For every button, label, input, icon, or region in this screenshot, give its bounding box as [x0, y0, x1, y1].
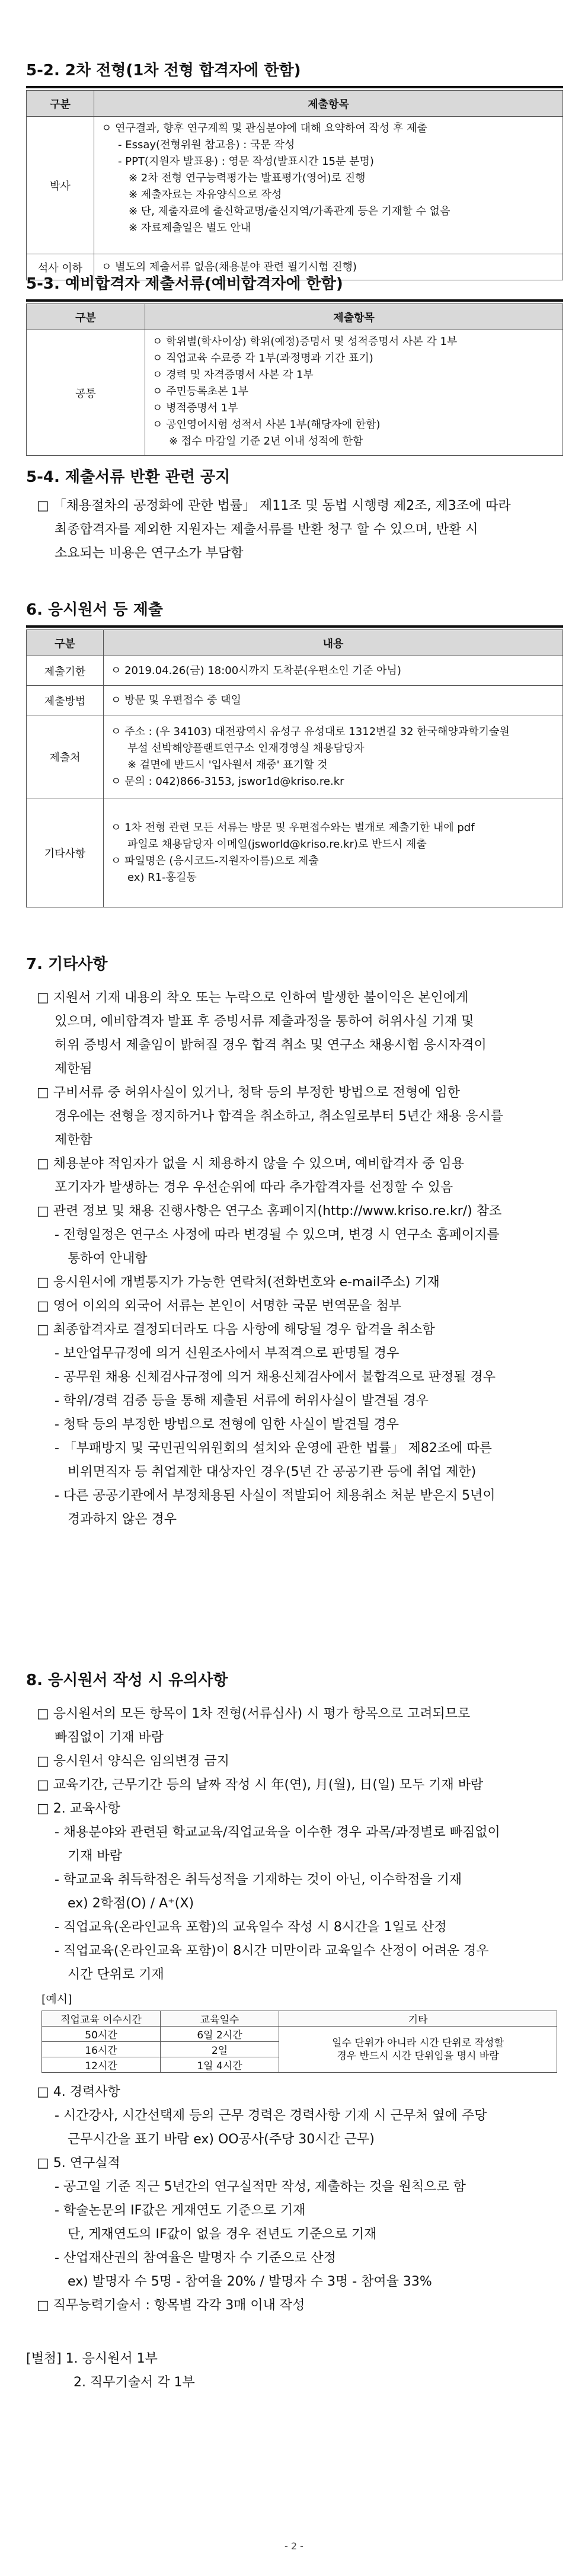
text-line: ㅇ 문의 : 042)866-3153, jswor1d@kriso.re.kr: [111, 775, 344, 788]
text-line: ※ 2차 전형 연구능력평가는 발표평가(영어)로 진행: [129, 172, 366, 184]
text-line: - 「부패방지 및 국민권익위원회의 설치와 운영에 관한 법률」 제82조에 따른: [55, 1441, 492, 1456]
text-line: ex) 2학점(O) / A⁺(X): [68, 1896, 194, 1911]
text-line: 통하여 안내함: [68, 1251, 148, 1266]
text-line: 비위면직자 등 취업제한 대상자인 경우(5년 간 공공기관 등에 취업 제한): [68, 1465, 477, 1479]
row-label-etc: 기타사항: [27, 798, 104, 907]
text-line: - 직업교육(온라인교육 포함)의 교육일수 작성 시 8시간을 1일로 산정: [55, 1920, 447, 1935]
row-content-deadline: [104, 656, 563, 686]
text-line: ㅇ 경력 및 자격증명서 사본 각 1부: [152, 369, 314, 381]
text-line: ㅇ 직업교육 수료증 각 1부(과정명과 기간 표기): [152, 352, 373, 365]
text-line: 경우 반드시 시간 단위임을 명시 바람: [337, 2050, 499, 2062]
text-line: ㅇ 별도의 제출서류 없음(채용분야 관련 필기시험 진행): [101, 260, 357, 273]
example-table: [41, 2011, 557, 2073]
row-content-method: [104, 686, 563, 715]
text-line: [별첨] 1. 응시원서 1부: [26, 2351, 158, 2366]
text-line: ㅇ 2019.04.26(금) 18:00시까지 도착분(우편소인 기준 아님): [111, 664, 401, 677]
cell-hours: 50시간: [42, 2027, 161, 2042]
row-label-phd: 박사: [27, 117, 94, 254]
text-line: 근무시간을 표기 바람 ex) OO공사(주당 30시간 근무): [68, 2132, 375, 2147]
text-line: □ 「채용절차의 공정화에 관한 법률」 제11조 및 동법 시행령 제2조, 제3조에 따라: [37, 498, 511, 513]
text-line: 파일로 채용담당자 이메일(jsworld@kriso.re.kr)로 반드시 제출: [127, 838, 427, 851]
cell-days: 1일 4시간: [161, 2057, 279, 2073]
row-label-common: 공통: [27, 330, 145, 456]
text-line: 기재 바람: [68, 1849, 123, 1864]
text-line: □ 관련 정보 및 채용 진행사항은 연구소 홈페이지(http://www.kriso.re.kr/) 참조: [37, 1204, 502, 1219]
text-line: □ 2. 교육사항: [37, 1801, 120, 1816]
table-header-category: 구분: [27, 630, 104, 656]
text-line: - 다른 공공기관에서 부정채용된 사실이 적발되어 채용취소 처분 받은지 5년이: [55, 1488, 496, 1503]
section-5-3-title: 5-3. 예비합격자 제출서류(예비합격자에 한함): [26, 275, 343, 293]
text-line: - 청탁 등의 부정한 방법으로 전형에 임한 사실이 발견될 경우: [55, 1417, 399, 1432]
text-line: - 학위/경력 검증 등을 통해 제출된 서류에 허위사실이 발견될 경우: [55, 1394, 429, 1408]
text-line: ※ 단, 제출자료에 출신학교명/출신지역/가족관계 등은 기재할 수 없음: [129, 205, 450, 218]
section-divider: [26, 625, 563, 628]
cell-days: 6일 2시간: [161, 2027, 279, 2042]
example-label: [41, 1990, 563, 2008]
cell-note: [279, 2027, 557, 2073]
text-line: □ 4. 경력사항: [37, 2085, 120, 2099]
text-line: □ 5. 연구실적: [37, 2156, 120, 2171]
cell-hours: 12시간: [42, 2057, 161, 2073]
text-line: □ 교육기간, 근무기간 등의 날짜 작성 시 年(연), 月(월), 日(일) 모두 기재 바람: [37, 1778, 484, 1792]
row-label-place: 제출처: [27, 715, 104, 798]
text-line: - 공고일 기준 직근 5년간의 연구실적만 작성, 제출하는 것을 원칙으로 함: [55, 2179, 466, 2194]
text-line: 허위 증빙서 제출임이 밝혀질 경우 합격 취소 및 연구소 채용시험 응시자격이: [55, 1038, 487, 1053]
table-header-items: 제출항목: [94, 91, 563, 117]
text-line: 부설 선박해양플랜트연구소 인재경영실 채용담당자: [127, 742, 365, 755]
row-label-method: 제출방법: [27, 686, 104, 715]
text-line: ㅇ 공인영어시험 성적서 사본 1부(해당자에 한함): [152, 418, 381, 431]
row-label-masters: 석사 이하: [27, 254, 94, 280]
text-line: 포기자가 발생하는 경우 우선순위에 따라 추가합격자를 선정할 수 있음: [55, 1180, 453, 1195]
section-7-body: [37, 986, 558, 1532]
table-header-items: 제출항목: [145, 304, 563, 330]
section-5-4-body: [37, 494, 558, 565]
text-line: - PPT(지원자 발표용) : 영문 작성(발표시간 15분 분명): [118, 155, 374, 168]
table-header-content: 내용: [104, 630, 563, 656]
text-line: 일수 단위가 아니라 시간 단위로 작성할: [332, 2037, 504, 2049]
text-line: 소요되는 비용은 연구소가 부담함: [55, 546, 244, 561]
table-6: [26, 629, 563, 907]
text-line: 최종합격자를 제외한 지원자는 제출서류를 반환 청구 할 수 있으며, 반환 시: [55, 522, 478, 537]
text-line: - 학교교육 취득학점은 취득성적을 기재하는 것이 아닌, 이수학점을 기재: [55, 1872, 462, 1887]
text-line: ※ 접수 마감일 기준 2년 이내 성적에 한함: [169, 435, 363, 448]
text-line: ex) 발명자 수 5명 - 참여율 20% / 발명자 수 3명 - 참여율 33%: [68, 2274, 432, 2289]
section-8-title: 8. 응시원서 작성 시 유의사항: [26, 1671, 228, 1689]
row-label-deadline: 제출기한: [27, 656, 104, 686]
table-5-2: [26, 90, 563, 280]
section-divider: [26, 86, 563, 88]
text-line: ※ 자료제출일은 별도 안내: [129, 222, 251, 234]
text-line: - 학술논문의 IF값은 게재연도 기준으로 기재: [55, 2203, 306, 2218]
section-8-body-b: [37, 2080, 558, 2318]
section-7-title: 7. 기타사항: [26, 955, 108, 973]
text-line: - 전형일정은 연구소 사정에 따라 변경될 수 있으며, 변경 시 연구소 홈페이지를: [55, 1228, 500, 1242]
page-number: - 2 -: [285, 2540, 303, 2552]
text-line: ㅇ 방문 및 우편접수 중 택일: [111, 693, 241, 707]
table-header-category: 구분: [27, 304, 145, 330]
text-line: 빠짐없이 기재 바람: [55, 1730, 164, 1745]
text-line: - 채용분야와 관련된 학교교육/직업교육을 이수한 경우 과목/과정별로 빠짐없이: [55, 1825, 500, 1840]
attachments: [26, 2347, 548, 2395]
text-line: 경우에는 전형을 정지하거나 합격을 취소하고, 취소일로부터 5년간 채용 응시를: [55, 1109, 504, 1124]
text-line: - 직업교육(온라인교육 포함)이 8시간 미만이라 교육일수 산정이 어려운 경우: [55, 1944, 489, 1958]
text-line: ex) R1-홍길동: [127, 871, 197, 884]
text-line: □ 응시원서 양식은 임의변경 금지: [37, 1754, 230, 1769]
text-line: 있으며, 예비합격자 발표 후 증빙서류 제출과정을 통하여 허위사실 기재 및: [55, 1014, 474, 1029]
text-line: ㅇ 1차 전형 관련 모든 서류는 방문 및 우편접수와는 별개로 제출기한 내에 pdf: [111, 821, 475, 834]
text-line: 제한됨: [55, 1062, 92, 1076]
row-content-phd: [94, 117, 563, 254]
text-line: □ 구비서류 중 허위사실이 있거나, 청탁 등의 부정한 방법으로 전형에 임한: [37, 1085, 461, 1100]
text-line: □ 응시원서에 개별통지가 가능한 연락처(전화번호와 e-mail주소) 기재: [37, 1275, 440, 1290]
text-line: 제한함: [55, 1133, 92, 1148]
text-line: ㅇ 병적증명서 1부: [152, 402, 238, 414]
text-line: - Essay(전형위원 참고용) : 국문 작성: [118, 139, 295, 151]
text-line: 2. 직무기술서 각 1부: [74, 2375, 195, 2390]
text-line: ㅇ 학위별(학사이상) 학위(예정)증명서 및 성적증명서 사본 각 1부: [152, 335, 458, 348]
text-line: □ 채용분야 적임자가 없을 시 채용하지 않을 수 있으며, 예비합격자 중 임용: [37, 1156, 465, 1171]
text-line: - 보안업무규정에 의거 신원조사에서 부적격으로 판명될 경우: [55, 1346, 400, 1361]
text-line: □ 영어 이외의 외국어 서류는 본인이 서명한 국문 번역문을 첨부: [37, 1299, 402, 1313]
text-line: 시간 단위로 기재: [68, 1967, 164, 1982]
text-line: □ 응시원서의 모든 항목이 1차 전형(서류심사) 시 평가 항목으로 고려되므로: [37, 1706, 471, 1721]
section-8-body-a: [37, 1702, 558, 1987]
cell-days: 2일: [161, 2042, 279, 2057]
example-header-hours: 직업교육 이수시간: [42, 2011, 161, 2027]
text-line: 단, 게재연도의 IF값이 없을 경우 전년도 기준으로 기재: [68, 2227, 377, 2242]
example-header-etc: 기타: [279, 2011, 557, 2027]
section-6-title: 6. 응시원서 등 제출: [26, 601, 163, 619]
text-line: [예시]: [41, 1993, 72, 2006]
table-row: [42, 2027, 557, 2042]
row-content-place: [104, 715, 563, 798]
table-5-3: [26, 303, 563, 456]
section-5-2-title: 5-2. 2차 전형(1차 전형 합격자에 한함): [26, 62, 301, 79]
text-line: □ 직무능력기술서 : 항목별 각각 3매 이내 작성: [37, 2298, 305, 2313]
cell-hours: 16시간: [42, 2042, 161, 2057]
table-header-category: 구분: [27, 91, 94, 117]
section-5-4-title: 5-4. 제출서류 반환 관련 공지: [26, 468, 231, 486]
text-line: ㅇ 주민등록초본 1부: [152, 385, 248, 398]
row-content-common: [145, 330, 563, 456]
text-line: ㅇ 주소 : (우 34103) 대전광역시 유성구 유성대로 1312번길 32 한국해양과학기술원: [111, 725, 510, 738]
text-line: □ 지원서 기재 내용의 착오 또는 누락으로 인하여 발생한 불이익은 본인에게: [37, 990, 469, 1005]
text-line: ㅇ 연구결과, 향후 연구계획 및 관심분야에 대해 요약하여 작성 후 제출: [101, 122, 427, 135]
text-line: ㅇ 파일명은 (응시코드-지원자이름)으로 제출: [111, 854, 319, 867]
text-line: ※ 겉면에 반드시 '입사원서 재중' 표기할 것: [127, 758, 328, 771]
section-divider: [26, 299, 563, 302]
text-line: - 시간강사, 시간선택제 등의 근무 경력은 경력사항 기재 시 근무처 옆에 주당: [55, 2108, 487, 2123]
example-header-days: 교육일수: [161, 2011, 279, 2027]
text-line: - 공무원 채용 신체검사규정에 의거 채용신체검사에서 불합격으로 판정될 경우: [55, 1370, 496, 1385]
row-content-etc: [104, 798, 563, 907]
text-line: - 산업재산권의 참여율은 발명자 수 기준으로 산정: [55, 2251, 336, 2265]
text-line: □ 최종합격자로 결정되더라도 다음 사항에 해당될 경우 합격을 취소함: [37, 1322, 435, 1337]
text-line: 경과하지 않은 경우: [68, 1512, 177, 1527]
text-line: ※ 제출자료는 자유양식으로 작성: [129, 188, 282, 201]
